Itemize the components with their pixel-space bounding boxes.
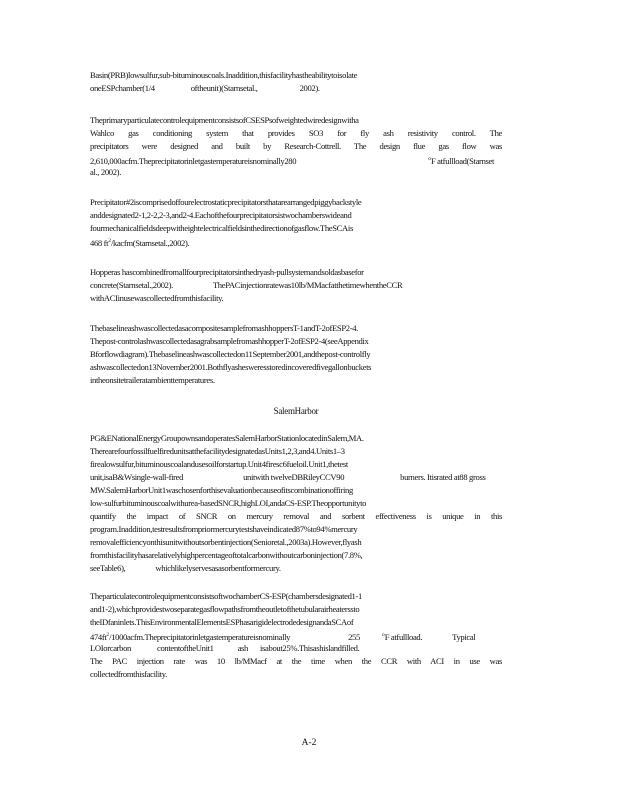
paragraph-prb-coal bbox=[90, 69, 502, 95]
text-line: TheparticulatecontrolequipmentconsistsoftwochamberCS-ESP(chambersdesignated1-1 bbox=[90, 591, 362, 601]
text-line: Thepost-controlashwascollectedasagrabsamplefromashhopperT-2ofESP2-4(seeAppendix bbox=[90, 336, 369, 346]
text-line: Hopperas hascombinedfromallfourprecipitatorsinthedryash-pullsystemandsoldasbasefor bbox=[90, 267, 364, 277]
text-line: Basin(PRB)lowsulfur,sub-bituminouscoals.Inaddition,thisfacilityhastheabilitytoisolate bbox=[90, 70, 358, 80]
text-line: Precipitator#2iscomprisedoffourelectrostaticprecipitatorsthatarearrangedpiggybackstyle bbox=[90, 197, 362, 207]
text-line: seeTable6), whichlikelyservesasasorbentformercury. bbox=[90, 563, 281, 573]
text-line: anddesignated2-1,2-2,2-3,and2-4.Eachofthefourprecipitatorsistwochamberswideand bbox=[90, 210, 352, 220]
paragraph-baseline-ash bbox=[90, 322, 502, 387]
text-line: quantify the impact of SNCR on mercury removal and sorbent effectiveness is unique in this bbox=[90, 511, 502, 521]
text-line: ashwascollectedon13November2001.Bothflyashesweresstoredincoveredfivegallonbuckets bbox=[90, 362, 372, 372]
paragraph-particulate-control-esp bbox=[90, 114, 502, 179]
text-line: theIDfaninlets.ThisEnvironmentalElementsESPhasarigidelectrodedesignandaSCAof bbox=[90, 617, 354, 627]
text-line: TherearefourfossilfuelfiredunitsatthefacilitydesignatedasUnits1,2,3,and4.Units1–3 bbox=[90, 446, 345, 456]
text-line: removalefficiencyonthisunitwithoutsorbentinjection(Senioretal.,2003a).However,flyash bbox=[90, 537, 362, 547]
text-line: LOIorcarbon contentoftheUnit1 ash isabout25%.Thisashislandfilled. bbox=[90, 643, 360, 653]
text-line: TheprimaryparticulatecontrolequipmentconsistsofCSESPsofweightedwiredesignwitha bbox=[90, 115, 359, 125]
text-line: 468 $ft^2/kacfm(Starnsetal.,2002)$. bbox=[90, 238, 190, 248]
text-line: collectedfromthisfacility. bbox=[90, 669, 167, 679]
text-line: precipitators were designed and built by Research-Cottrell. The design flue gas flow was bbox=[90, 141, 502, 151]
section-heading-salem-harbor: SalemHarbor bbox=[273, 406, 319, 416]
text-line: low-sulfurbituminouscoalwithurea-basedSNCR,highLOI,andaCS-ESP.Theopportunityto bbox=[90, 498, 367, 508]
text-line: firealowsulfur,bituminouscoalandusesoilforstartup.Unit4firesc6fueloil.Unit1,thetest bbox=[90, 459, 348, 469]
text-line: The PAC injection rate was 10 lb/MMacf at the time when the CCR with ACI in use was bbox=[90, 656, 502, 666]
text-line: fromthisfacilityhasarelativelyhighpercentageoftotalcarbonwithoutcarboninjection(7.8%, bbox=[90, 550, 363, 560]
text-line: intheonsitetraileratambienttemperatures. bbox=[90, 375, 215, 385]
text-line: ThebaselineashwascollectedasacompositesamplefromashhoppersT-1andT-2ofESP2-4. bbox=[90, 323, 358, 333]
page-number: A-2 bbox=[301, 738, 317, 748]
text-line: unit,isaB&Wsingle-wall-fired unitwith twelveDBRileyCCV90 burners. Itisrated at88 gross bbox=[90, 472, 486, 482]
paragraph-salem-harbor-station bbox=[90, 432, 502, 575]
text-line: MW.SalemHarborUnit1waschosenforthisevaluationbecauseofitscombinationoffiring bbox=[90, 485, 353, 495]
text-line: 2,610,000acfm.Theprecipitatorinletgastemperatureisnominally280 $^o$F atfullload(Starnset bbox=[90, 156, 495, 166]
text-line: withACIinusewascollectedfromthisfacility. bbox=[90, 293, 224, 303]
text-line: fourmechanicalfieldsdeepwitheightelectricalfieldsinthedirectionofgasflow.TheSCAis bbox=[90, 223, 353, 233]
text-line: Wahlco gas conditioning system that provides SO3 for fly ash resistivity control. The bbox=[90, 128, 502, 138]
text-line: PG&ENationalEnergyGroupownsandoperatesSalemHarborStationlocatedinSalem,MA. bbox=[90, 433, 364, 443]
text-line: and1-2),whichprovidestwoseparategasflowpathsfromtheoutletofthetubularairheaterssto bbox=[90, 604, 360, 614]
text-line: program.Inaddition,testresultsfrompriormercurytestshaveindicated87%to94%mercury bbox=[90, 524, 358, 534]
paragraph-salem-esp bbox=[90, 590, 502, 681]
paragraph-hoppers bbox=[90, 266, 502, 305]
text-line: $474ft^2/1000acfm.Theprecipitatorinletgastemperatureisnominally$ 255 $^o$F atfullload. Typical bbox=[90, 632, 476, 642]
paragraph-precipitator-2 bbox=[90, 196, 502, 248]
text-line: concrete(Starnsetal.,2002). ThePACinjectionratewas10lb/MMacfatthetimewhentheCCR bbox=[90, 280, 403, 290]
text-line: al., 2002). bbox=[90, 167, 121, 177]
text-line: oneESPchamber(1/4 oftheunit)(Starnsetal., 2002). bbox=[90, 83, 320, 93]
text-line: Bforflowdiagram).Thebaselineashwascollectedon11September2001,andthepost-controlfly bbox=[90, 349, 371, 359]
